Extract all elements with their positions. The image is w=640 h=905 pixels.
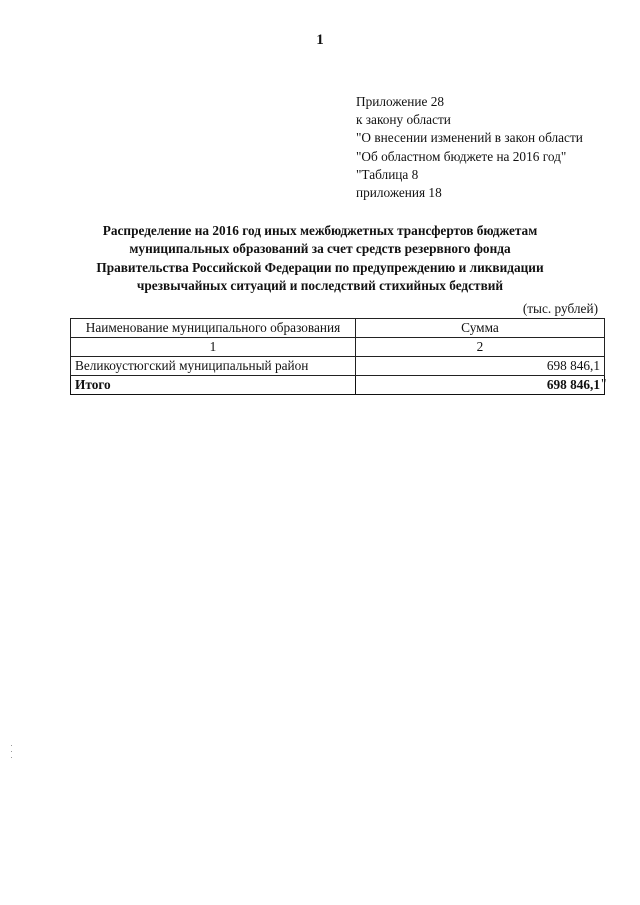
closing-quote: " — [601, 376, 607, 391]
table-header-row — [71, 319, 605, 338]
appendix-line: приложения 18 — [356, 185, 442, 201]
appendix-line: "О внесении изменений в закон области — [356, 130, 583, 146]
total-sum-cell: 698 846,1 — [356, 376, 605, 395]
total-label-cell: Итого — [71, 376, 356, 395]
row-name-cell: Великоустюгский муниципальный район — [71, 357, 356, 376]
total-row — [71, 376, 605, 395]
title-line: Правительства Российской Федерации по предупреждению и ликвидации — [96, 259, 544, 275]
appendix-line: к закону области — [356, 112, 451, 128]
title-line: муниципальных образований за счет средств резервного фонда — [129, 241, 511, 257]
column-number-name: 1 — [71, 338, 356, 357]
margin-dot — [11, 757, 12, 758]
page-number: 1 — [316, 32, 324, 48]
document-title — [60, 222, 580, 296]
header-sum-cell: Сумма — [356, 319, 605, 338]
row-sum-cell: 698 846,1 — [356, 357, 605, 376]
margin-marks — [11, 745, 13, 765]
transfers-table — [70, 318, 605, 395]
title-line: Распределение на 2016 год иных межбюджетных трансфертов бюджетам — [102, 223, 538, 238]
column-numbers-row — [71, 338, 605, 357]
margin-dot — [11, 745, 12, 746]
appendix-line: "Таблица 8 — [356, 166, 419, 182]
column-number-sum: 2 — [356, 338, 605, 357]
title-line: чрезвычайных ситуаций и последствий стихийных бедствий — [136, 278, 504, 294]
header-name-cell: Наименование муниципального образования — [71, 319, 356, 338]
appendix-reference — [356, 93, 626, 202]
table-row — [71, 357, 605, 376]
margin-dot — [11, 751, 12, 752]
appendix-line: "Об областном бюджете на 2016 год" — [356, 148, 567, 164]
appendix-line: Приложение 28 — [356, 94, 444, 109]
units-label: (тыс. рублей) — [522, 301, 598, 316]
